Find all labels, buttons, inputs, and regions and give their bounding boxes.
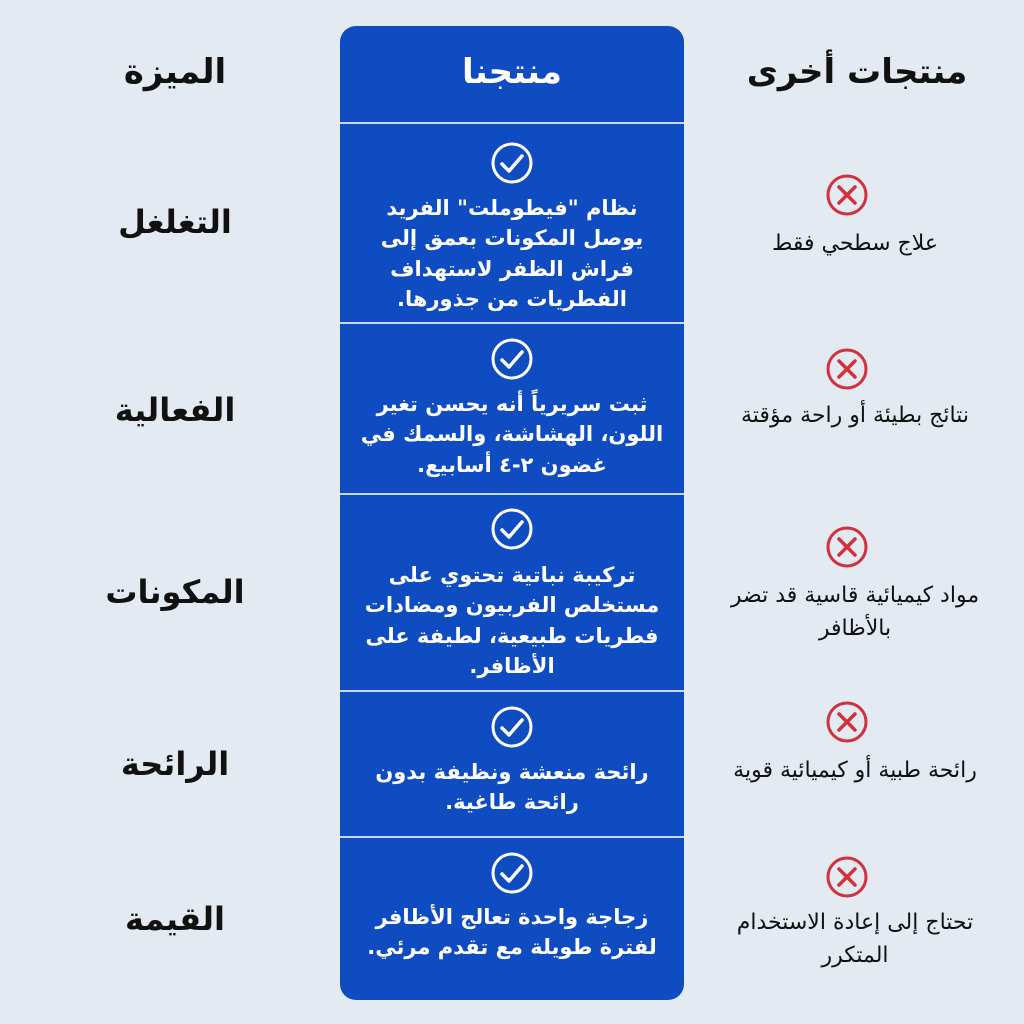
check-circle-icon	[489, 506, 535, 552]
our-product-description: تركيبة نباتية تحتوي على مستخلص الفربيون ومضادات فطريات طبيعية، لطيفة على الأظافر.	[364, 563, 660, 679]
other-product-description: نتائج بطيئة أو راحة مؤقتة	[741, 403, 969, 428]
cross-circle-icon	[824, 854, 870, 900]
feature-label: المكونات	[105, 573, 245, 611]
other-product-description: علاج سطحي فقط	[772, 231, 938, 256]
check-circle-icon	[489, 850, 535, 896]
feature-label: الرائحة	[120, 745, 230, 783]
check-circle-icon	[489, 704, 535, 750]
other-product-description: رائحة طبية أو كيميائية قوية	[733, 758, 977, 783]
cross-circle-icon	[824, 699, 870, 745]
row-separator	[340, 836, 684, 838]
header-feature: الميزة	[123, 52, 227, 92]
row-separator	[340, 122, 684, 124]
cross-circle-icon	[824, 172, 870, 218]
other-product-description: تحتاج إلى إعادة الاستخدام المتكرر	[736, 910, 974, 968]
our-product-description: رائحة منعشة ونظيفة بدون رائحة طاغية.	[375, 760, 649, 815]
our-product-description: زجاجة واحدة تعالج الأظافر لفترة طويلة مع تقدم مرئي.	[367, 905, 657, 960]
other-product-description: مواد كيميائية قاسية قد تضر بالأظافر	[730, 583, 980, 641]
feature-label: الفعالية	[114, 391, 236, 429]
our-product-description: ثبت سريرياً أنه يحسن تغير اللون، الهشاشة، والسمك في غضون ٢-٤ أسابيع.	[360, 392, 664, 477]
row-separator	[340, 322, 684, 324]
check-circle-icon	[489, 140, 535, 186]
feature-label: القيمة	[125, 900, 225, 938]
feature-label: التغلغل	[118, 203, 232, 241]
header-our-product: منتجنا	[462, 52, 562, 92]
cross-circle-icon	[824, 524, 870, 570]
cross-circle-icon	[824, 346, 870, 392]
row-separator	[340, 690, 684, 692]
check-circle-icon	[489, 336, 535, 382]
header-other-products: منتجات أخرى	[746, 52, 968, 92]
row-separator	[340, 493, 684, 495]
our-product-description: نظام "فيطوملت" الفريد يوصل المكونات بعمق إلى فراش الظفر لاستهداف الفطريات من جذورها.	[380, 196, 644, 312]
